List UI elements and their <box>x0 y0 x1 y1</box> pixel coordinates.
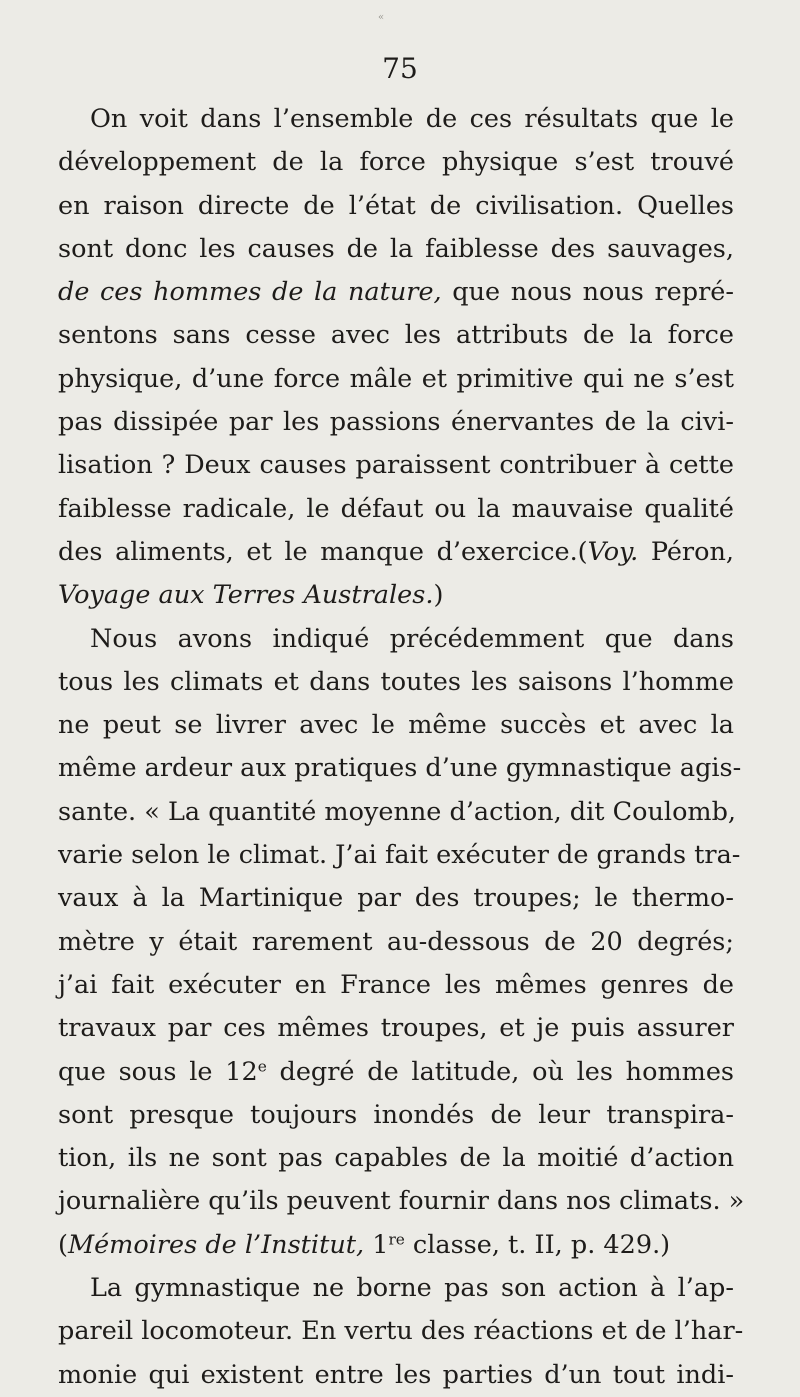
text-line: sont presque toujours inondés de leur transpira- <box>58 1099 734 1130</box>
text-run: ) <box>433 580 444 611</box>
text-line <box>58 1051 734 1094</box>
text-line: travaux par ces mêmes troupes, et je puis assurer <box>58 1013 734 1044</box>
text-line: pareil locomoteur. En vertu des réactions et de l’har- <box>58 1316 744 1347</box>
text-line: tion, ils ne sont pas capables de la moitié d’action <box>58 1143 734 1174</box>
text-line: vaux à la Martinique par des troupes; le thermo- <box>58 883 734 914</box>
text-line: sante. « La quantité moyenne d’action, dit Coulomb, <box>58 796 737 827</box>
text-line <box>58 1224 734 1267</box>
text-line: Nous avons indiqué précédemment que dans <box>90 623 734 654</box>
italic-phrase: de ces hommes de la nature, <box>58 277 442 308</box>
text-run: des aliments, et le manque d’exercice.( <box>58 536 588 567</box>
text-line: lisation ? Deux causes paraissent contribuer à cette <box>58 450 734 481</box>
italic-phrase: Mémoires de l’Institut, <box>67 1229 365 1260</box>
text-line: tous les climats et dans toutes les saisons l’homme <box>58 666 734 697</box>
text-line: ne peut se livrer avec le même succès et avec la <box>58 710 734 741</box>
text-line: monie qui existent entre les parties d’un tout indi- <box>58 1359 734 1390</box>
page-number: 75 <box>382 52 418 85</box>
italic-phrase: Voy. <box>587 536 639 567</box>
text-line: même ardeur aux pratiques d’une gymnastique agis- <box>58 753 742 784</box>
text-line: journalière qu’ils peuvent fournir dans nos climats. » <box>58 1186 745 1217</box>
text-line: j’ai fait exécuter en France les mêmes genres de <box>58 969 734 1000</box>
italic-phrase: Voyage aux Terres Australes. <box>58 580 434 611</box>
superscript: re <box>388 1230 405 1249</box>
text-run: Péron, <box>638 536 735 567</box>
text-line: On voit dans l’ensemble de ces résultats que le <box>90 104 734 134</box>
text-line: développement de la force physique s’est trouvé <box>58 147 734 178</box>
stray-mark: « <box>378 12 385 23</box>
body-text <box>58 98 745 1397</box>
text-line: faiblesse radicale, le défaut ou la mauvaise qualité <box>58 493 734 524</box>
text-line: pas dissipée par les passions énervantes de la civi- <box>58 407 734 438</box>
text-run: que nous nous repré- <box>441 277 734 308</box>
text-line: La gymnastique ne borne pas son action à l’ap- <box>90 1273 734 1304</box>
text-run: classe, t. II, p. 429.) <box>404 1229 671 1260</box>
text-run: que sous le 12 <box>58 1056 258 1087</box>
text-run: 1 <box>364 1229 389 1260</box>
text-line: mètre y était rarement au-dessous de 20 degrés; <box>58 926 734 957</box>
text-line: varie selon le climat. J’ai fait exécuter de grands tra- <box>58 840 741 871</box>
text-run: ( <box>58 1229 68 1260</box>
text-line: sont donc les causes de la faiblesse des sauvages, <box>58 233 734 264</box>
text-line <box>58 574 734 617</box>
text-run: degré de latitude, où les hommes <box>266 1056 734 1087</box>
text-line: sentons sans cesse avec les attributs de la force <box>58 320 734 351</box>
text-line <box>58 271 734 314</box>
text-line: physique, d’une force mâle et primitive qui ne s’est <box>58 363 734 394</box>
text-line <box>58 531 734 574</box>
text-line: en raison directe de l’état de civilisation. Quelles <box>58 190 734 221</box>
superscript: e <box>257 1057 267 1076</box>
